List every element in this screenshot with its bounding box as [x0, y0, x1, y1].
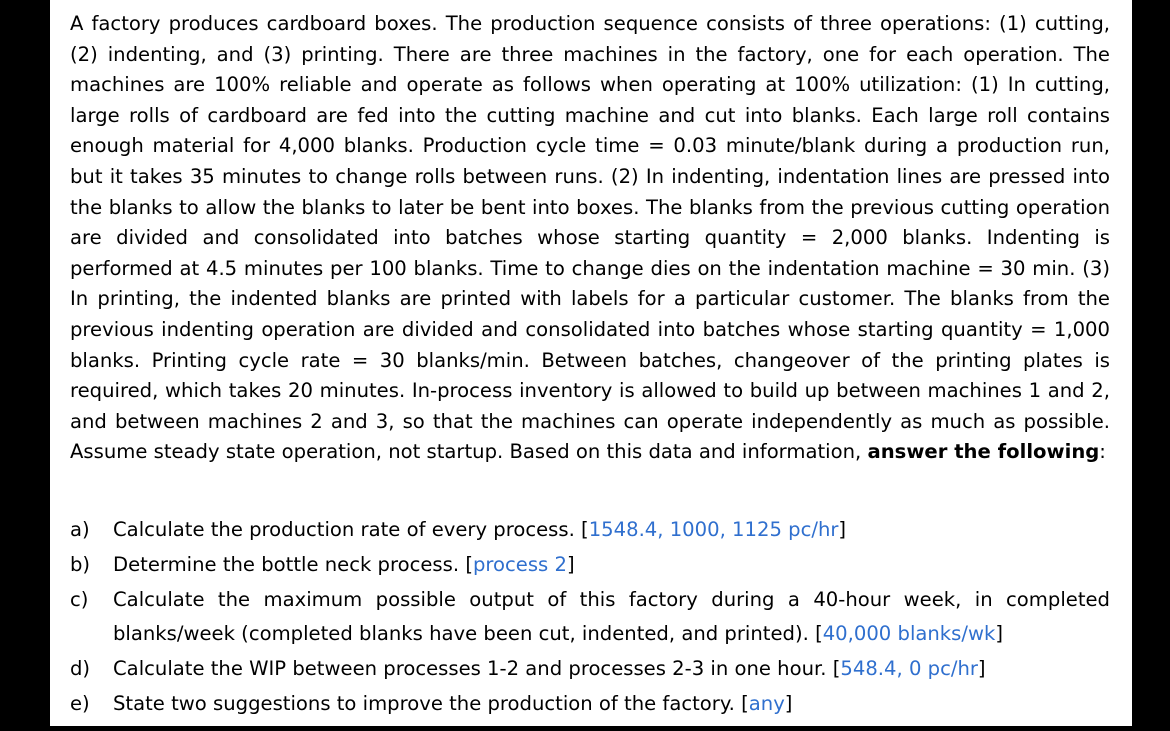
answer-value: any — [748, 691, 785, 715]
answer-open-bracket: [ — [832, 657, 841, 681]
answer-open-bracket: [ — [741, 691, 749, 715]
question-list — [70, 513, 1110, 722]
question-item-b — [70, 548, 1110, 583]
answer-open-bracket: [ — [465, 552, 473, 576]
question-text — [113, 687, 1110, 722]
question-text — [113, 583, 1110, 653]
question-item-e — [70, 687, 1110, 722]
question-text — [113, 513, 1110, 548]
problem-emphasis: answer the following — [867, 440, 1100, 464]
answer-open-bracket: [ — [815, 622, 823, 646]
question-letter: d) — [70, 657, 91, 681]
answer-value: 548.4, 0 pc/hr — [840, 657, 978, 681]
answer-close-bracket: ] — [566, 552, 575, 576]
question-body: Calculate the production rate of every process. — [113, 518, 575, 541]
answer-close-bracket: ] — [977, 657, 986, 681]
question-item-d — [70, 652, 1110, 687]
document-page — [50, 0, 1132, 726]
question-letter: a) — [70, 518, 90, 541]
problem-text: A factory produces cardboard boxes. The production sequence consists of three operations: (1) cutting, (2) indenting, and (3) printing. There are three machines in the factory, one for each operation. The machines are 100% reliable and operate as follows when operating at 100% utilization: (1) In cutting, large rolls of cardboard are fed into the cutting machine and cut into blanks. Each large roll contains enough material for 4,000 blanks. Production cycle time = 0.03 minute/blank during a production run, but it takes 35 minutes to change rolls between runs. (2) In indenting, indentation lines are pressed into the blanks to allow the blanks to later be bent into boxes. The blanks from the previous cutting operation are divided and consolidated into batches whose starting quantity = 2,000 blanks. Indenting is performed at 4.5 minutes per 100 blanks. Time to change dies on the indentation machine = 30 min. (3) In printing, the indented blanks are printed with labels for a particular customer. The blanks from the previous indenting operation are divided and consolidated into batches whose starting quantity = 1,000 blanks. Printing cycle rate = 30 blanks/min. Between batches, changeover of the printing plates is required, which takes 20 minutes. In-process inventory is allowed to build up between machines 1 and 2, and between machines 2 and 3, so that the machines can operate independently as much as possible. Assume steady state operation, not startup. Based on this data and information, — [70, 12, 1110, 464]
answer-value: process 2 — [472, 552, 567, 576]
answer-value: 1548.4, 1000, 1125 pc/hr — [588, 518, 839, 541]
answer-open-bracket: [ — [581, 518, 589, 541]
question-body: State two suggestions to improve the production of the factory. — [113, 691, 735, 715]
answer-close-bracket: ] — [838, 518, 847, 541]
question-body: Determine the bottle neck process. — [113, 552, 460, 576]
answer-value: 40,000 blanks/wk — [822, 622, 996, 646]
problem-tail: : — [1099, 440, 1106, 464]
problem-statement — [70, 9, 1110, 468]
question-body: Calculate the maximum possible output of this factory during a 40-hour week, in completed blanks/week (completed blanks have been cut, indented, and printed). — [113, 587, 1110, 646]
question-item-c — [70, 583, 1110, 653]
question-text — [113, 652, 1110, 687]
question-item-a — [70, 513, 1110, 548]
question-letter: e) — [70, 691, 90, 715]
question-body: Calculate the WIP between processes 1-2 and processes 2-3 in one hour. — [113, 657, 827, 681]
question-letter: b) — [70, 552, 91, 576]
question-letter: c) — [70, 587, 89, 611]
answer-close-bracket: ] — [995, 622, 1003, 646]
answer-close-bracket: ] — [784, 691, 793, 715]
question-text — [113, 548, 1110, 583]
